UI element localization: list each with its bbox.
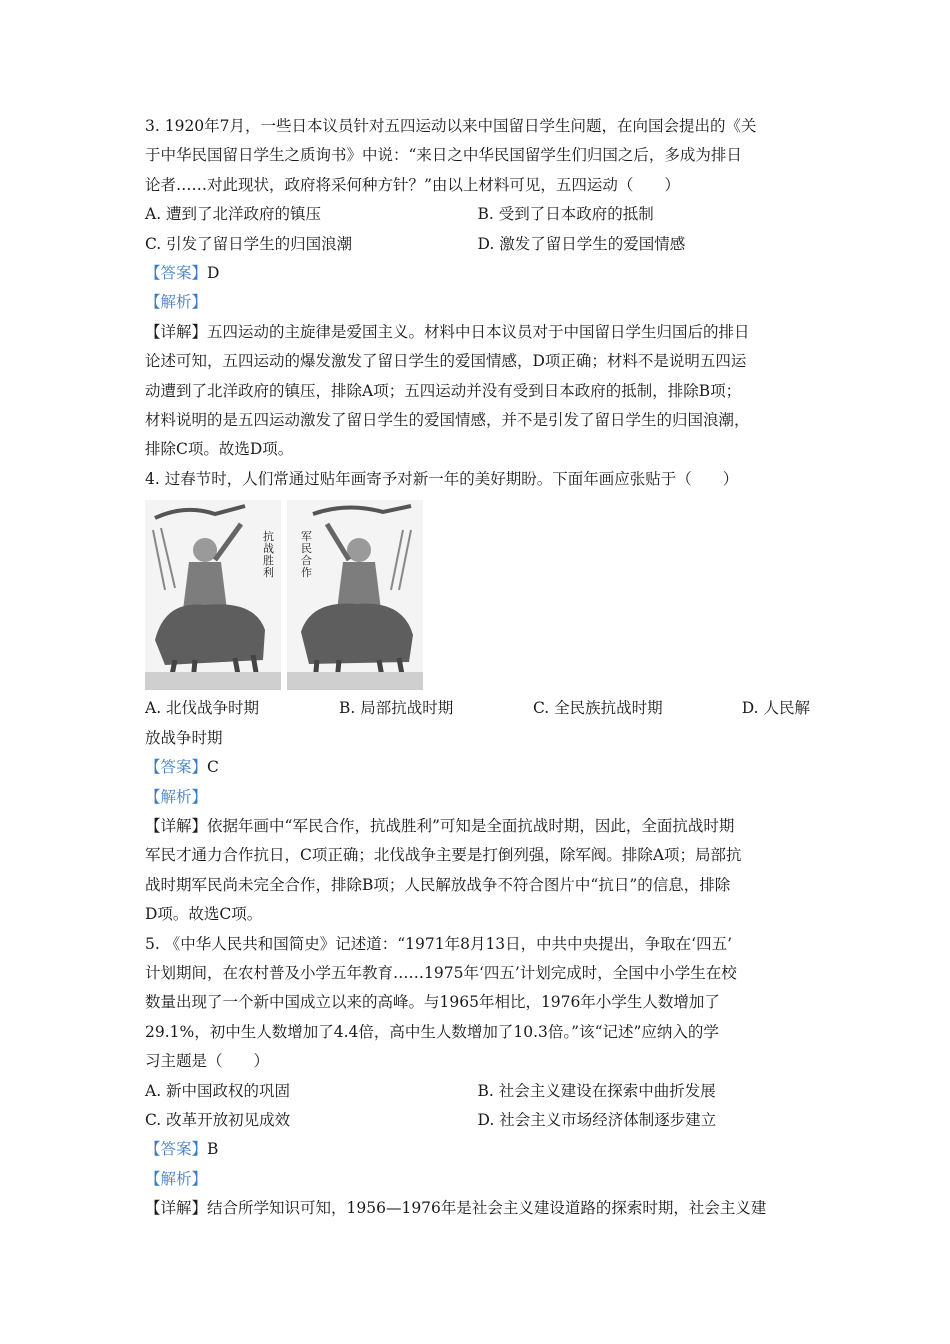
q3-detail-line — [145, 318, 810, 347]
q4-detail-line: 军民才通力合作抗日，C项正确；北伐战争主要是打倒列强，除军阀。排除A项；局部抗 — [145, 846, 742, 865]
q3-options-row — [145, 230, 810, 259]
question-4 — [145, 465, 810, 930]
q4-option-d: D. 人民解 — [741, 699, 810, 718]
q4-detail-text: 依据年画中“军民合作，抗战胜利”可知是全面抗战时期，因此，全面抗战时期 — [207, 816, 735, 835]
answer-tag: 【答案】 — [145, 264, 208, 283]
q5-stem-line: 习主题是（ ） — [145, 1052, 270, 1071]
detail-tag: 【详解】 — [145, 816, 208, 835]
answer-tag: 【答案】 — [145, 758, 208, 777]
q5-detail-text: 结合所学知识可知，1956—1976年是社会主义建设道路的探索时期，社会主义建 — [207, 1199, 767, 1218]
q3-option-a: A. 遭到了北洋政府的镇压 — [145, 205, 322, 224]
q5-answer — [145, 1135, 810, 1164]
q3-stem-line: 3. 1920年7月，一些日本议员针对五四运动以来中国留日学生问题，在向国会提出的《关 — [145, 117, 757, 135]
q5-stem-line: 5. 《中华人民共和国简史》记述道：“1971年8月13日，中共中央提出，争取在‘四五’ — [145, 934, 733, 953]
q4-detail-line: 战时期军民尚未完全合作，排除B项；人民解放战争不符合图片中“抗日”的信息，排除 — [145, 875, 731, 894]
detail-tag: 【详解】 — [145, 322, 208, 341]
analysis-tag: 【解析】 — [145, 787, 208, 806]
q4-options-row — [145, 694, 810, 723]
q4-detail-line — [145, 812, 810, 841]
q5-option-a: A. 新中国政权的巩固 — [145, 1081, 291, 1100]
question-5 — [145, 930, 810, 1224]
analysis-tag: 【解析】 — [145, 1169, 208, 1188]
q4-option-d-wrap: 放战争时期 — [145, 728, 223, 747]
q5-stem-line: 计划期间，在农村普及小学五年教育……1975年‘四五’计划完成时，全国中小学生在校 — [145, 963, 737, 982]
document-page — [145, 112, 810, 1224]
q5-stem-line: 数量出现了一个新中国成立以来的高峰。与1965年相比，1976年小学生人数增加了 — [145, 993, 720, 1012]
q3-option-c: C. 引发了留日学生的归国浪潮 — [145, 234, 353, 253]
q3-detail-line: 材料说明的是五四运动激发了留日学生的爱国情感，并不是引发了留日学生的归国浪潮， — [145, 411, 750, 430]
q3-detail-line: 论述可知，五四运动的爆发激发了留日学生的爱国情感，D项正确；材料不是说明五四运 — [145, 352, 747, 371]
q3-stem-line: 论者……对此现状，政府将采何种方针？”由以上材料可见，五四运动（ ） — [145, 175, 680, 194]
q3-detail-text: 五四运动的主旋律是爱国主义。材料中日本议员对于中国留日学生归国后的排日 — [207, 322, 750, 341]
q3-options-row — [145, 200, 810, 229]
q5-answer-value: B — [207, 1140, 219, 1159]
question-3 — [145, 112, 810, 465]
q5-analysis — [145, 1165, 810, 1194]
q4-option-b: B. 局部抗战时期 — [339, 699, 454, 718]
q4-option-c: C. 全民族抗战时期 — [533, 699, 663, 718]
q3-option-b: B. 受到了日本政府的抵制 — [477, 205, 654, 224]
q5-options-row — [145, 1077, 810, 1106]
q3-option-d: D. 激发了留日学生的爱国情感 — [477, 234, 686, 253]
right-picture-caption: 军民合作 — [301, 530, 312, 580]
new-year-picture-right — [287, 500, 423, 690]
q5-option-b: B. 社会主义建设在探索中曲折发展 — [477, 1081, 716, 1100]
answer-tag: 【答案】 — [145, 1140, 208, 1159]
q4-stem: 4. 过春节时，人们常通过贴年画寄予对新一年的美好期盼。下面年画应张贴于（ ） — [145, 469, 739, 488]
q3-detail-line: 排除C项。故选D项。 — [145, 440, 294, 459]
analysis-tag: 【解析】 — [145, 293, 208, 312]
q3-answer — [145, 259, 810, 288]
q4-analysis — [145, 783, 810, 812]
q3-answer-value: D — [207, 264, 220, 283]
q4-answer — [145, 753, 810, 782]
q3-analysis — [145, 288, 810, 317]
q5-detail-line — [145, 1194, 810, 1223]
q4-answer-value: C — [207, 758, 219, 777]
q3-stem-line: 于中华民国留日学生之质询书》中说：“来日之中华民国留学生们归国之后，多成为排日 — [145, 146, 742, 165]
new-year-picture-left — [145, 500, 281, 690]
q4-detail-line: D项。故选C项。 — [145, 905, 263, 924]
new-year-pictures — [145, 500, 810, 690]
q3-detail-line: 动遭到了北洋政府的镇压，排除A项；五四运动并没有受到日本政府的抵制，排除B项； — [145, 381, 742, 400]
q5-option-c: C. 改革开放初见成效 — [145, 1110, 291, 1129]
q5-options-row — [145, 1106, 810, 1135]
left-picture-caption: 抗战胜利 — [263, 530, 274, 580]
q5-option-d: D. 社会主义市场经济体制逐步建立 — [477, 1110, 717, 1129]
q5-stem-line: 29.1%，初中生人数增加了4.4倍，高中生人数增加了10.3倍。”该“记述”应纳入的学 — [145, 1022, 719, 1041]
detail-tag: 【详解】 — [145, 1199, 208, 1218]
q4-option-a: A. 北伐战争时期 — [145, 699, 260, 718]
